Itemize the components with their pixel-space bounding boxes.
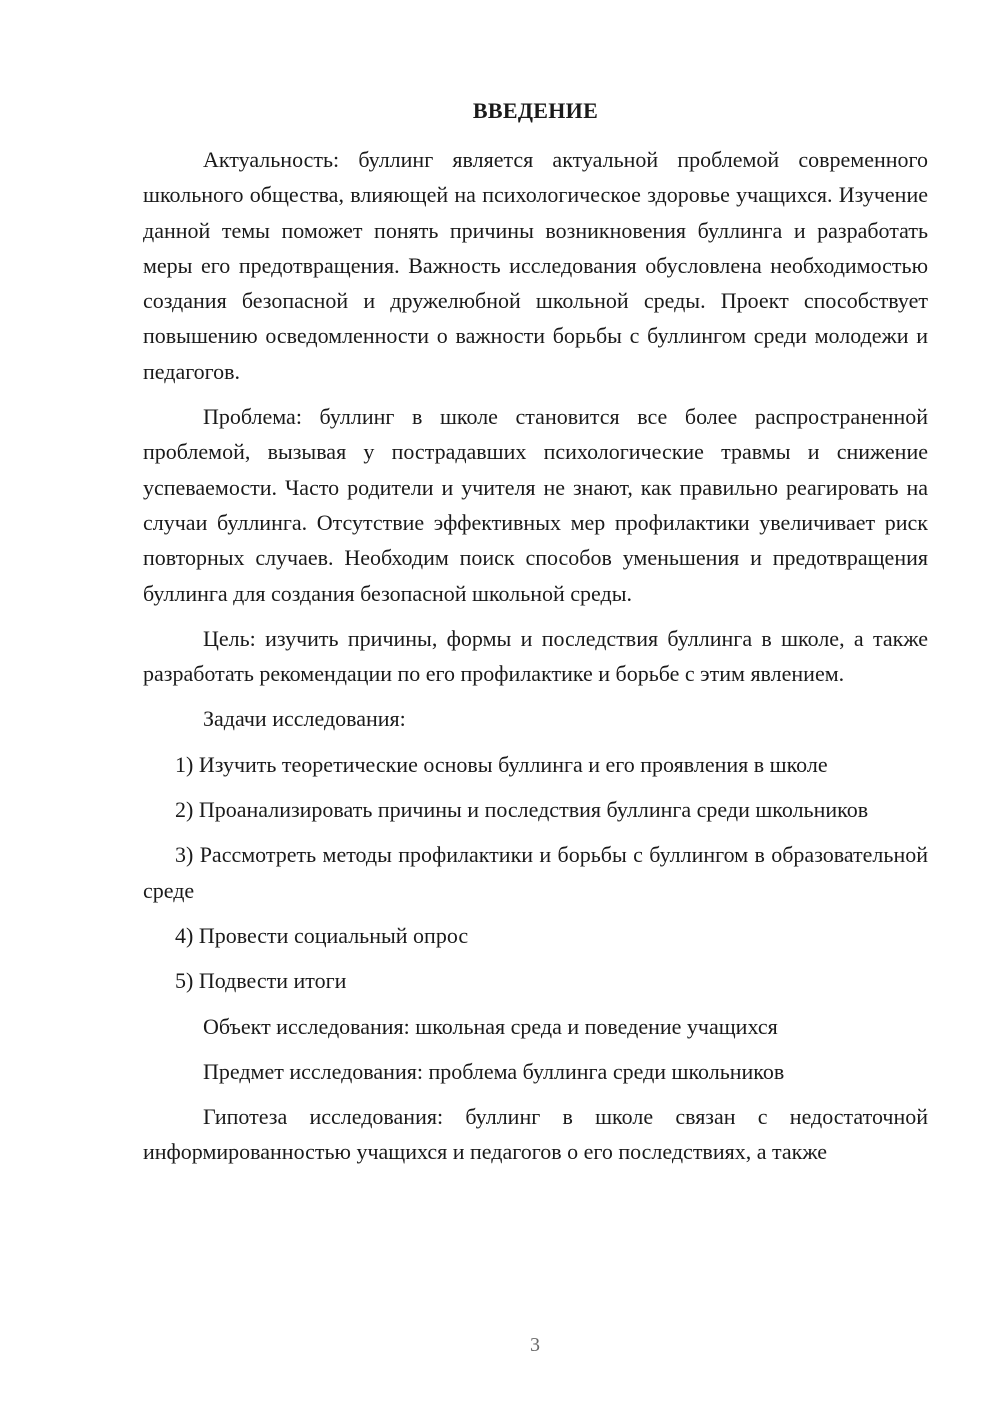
tasks-heading: Задачи исследования:: [203, 706, 406, 732]
object-paragraph: Объект исследования: школьная среда и поведение учащихся: [203, 1013, 778, 1039]
tasks-list: [143, 747, 928, 999]
list-item: 3) Рассмотреть методы профилактики и борьбы с буллингом в образовательной среде: [143, 842, 928, 903]
list-item: 4) Провести социальный опрос: [175, 922, 469, 948]
document-page: [143, 96, 928, 1180]
relevance-paragraph: Актуальность: буллинг является актуальной проблемой современного школьного общества, влияющей на психологическое здоровье учащихся. Изучение данной темы поможет понять причины возникновения буллинга и разработать меры его предотвращения. Важность исследования обусловлена необходимостью создания безопасной и дружелюбной школьной среды. Проект способствует повышению осведомленности о важности борьбы с буллингом среди молодежи и педагогов.: [143, 147, 928, 384]
list-item: 5) Подвести итоги: [175, 968, 347, 994]
list-item: 2) Проанализировать причины и последствия буллинга среди школьников: [175, 797, 869, 823]
page-title: ВВЕДЕНИЕ: [472, 98, 599, 123]
list-item: 1) Изучить теоретические основы буллинга и его проявления в школе: [175, 751, 828, 777]
goal-paragraph: Цель: изучить причины, формы и последствия буллинга в школе, а также разработать рекомендации по его профилактике и борьбе с этим явлением.: [143, 625, 928, 687]
page-number: 3: [530, 1334, 540, 1356]
subject-paragraph: Предмет исследования: проблема буллинга среди школьников: [203, 1058, 785, 1084]
hypothesis-paragraph: Гипотеза исследования: буллинг в школе связан с недостаточной информированностью учащихся и педагогов о его последствиях, а также: [143, 1104, 928, 1165]
problem-paragraph: Проблема: буллинг в школе становится все более распространенной проблемой, вызывая у пострадавших психологические травмы и снижение успеваемости. Часто родители и учителя не знают, как правильно реагировать на случаи буллинга. Отсутствие эффективных мер профилактики увеличивает риск повторных случаев. Необходим поиск способов уменьшения и предотвращения буллинга для создания безопасной школьной среды.: [143, 404, 928, 606]
